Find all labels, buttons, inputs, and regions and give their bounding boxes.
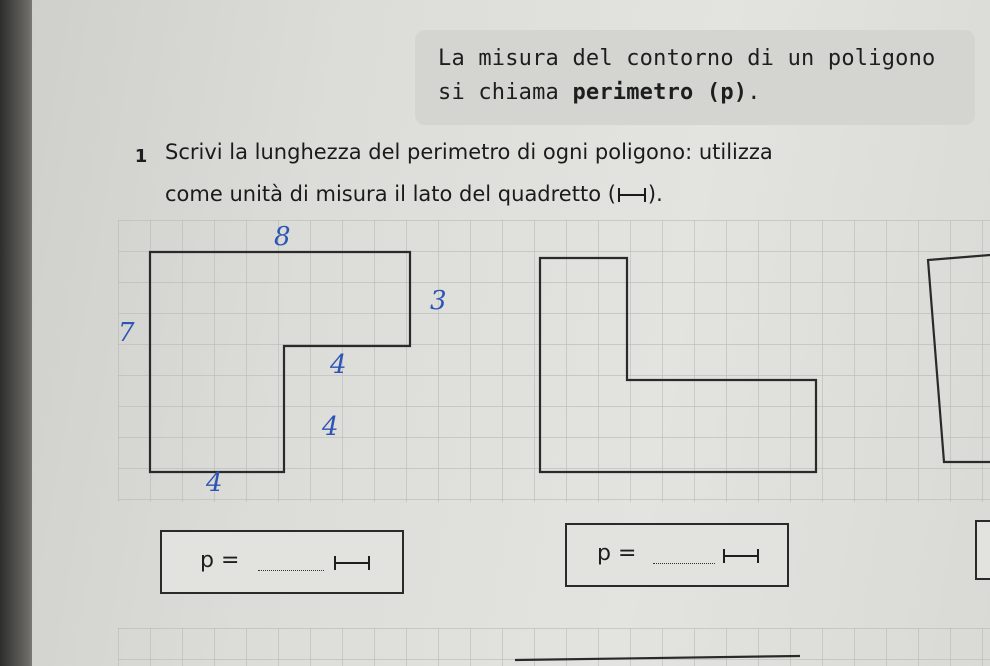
exercise-instruction-line-2: come unità di misura il lato del quadretto ( ). [165, 182, 663, 206]
handwritten-right-length: 3 [430, 286, 447, 316]
handwritten-bottom-length: 4 [206, 468, 223, 498]
exercise-instruction-line-1: Scrivi la lunghezza del perimetro di ogni poligono: utilizza [165, 140, 773, 164]
handwritten-top-length: 8 [274, 222, 291, 252]
definition-line-2: si chiama perimetro (p). [438, 80, 761, 105]
definition-line-1: La misura del contorno di un poligono [438, 46, 936, 71]
handwritten-middle-length-1: 4 [330, 350, 347, 380]
grid-area [118, 220, 990, 502]
perimeter-label: p = [597, 541, 637, 566]
unit-segment-icon [334, 556, 370, 570]
answer-blank[interactable] [653, 563, 715, 564]
answer-box-1 [160, 530, 404, 594]
perimeter-label: p = [200, 548, 240, 573]
handwritten-middle-length-2: 4 [322, 412, 339, 442]
unit-segment-icon [723, 549, 759, 563]
answer-box-3 [975, 520, 990, 580]
answer-box-2 [565, 523, 789, 587]
handwritten-left-length: 7 [118, 318, 135, 348]
answer-blank[interactable] [258, 570, 324, 571]
exercise-number-badge: 1 [134, 146, 148, 167]
definition-term: perimetro (p) [572, 80, 748, 105]
